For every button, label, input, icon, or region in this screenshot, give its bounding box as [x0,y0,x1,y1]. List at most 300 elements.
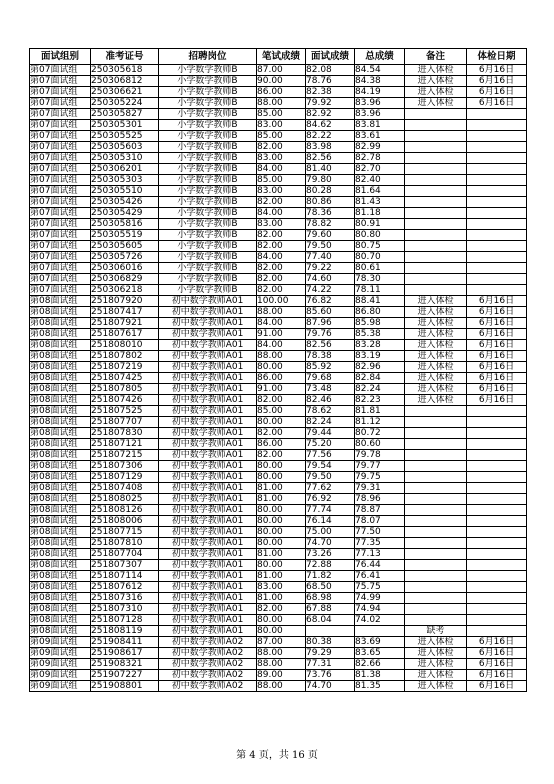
col-header-exam-id: 准考证号 [91,49,159,65]
cell-exam-id: 251808126 [91,505,159,516]
cell-note [405,186,467,197]
cell-post: 小学数学教师B [159,98,257,109]
cell-written-score: 85.00 [257,109,306,120]
cell-total-score: 75.75 [355,582,405,593]
results-table [29,48,527,692]
cell-interview-score: 73.26 [306,549,355,560]
cell-exam-date: 6月16日 [467,681,527,692]
table-row [30,527,527,538]
cell-written-score: 83.00 [257,120,306,131]
cell-post: 小学数学教师B [159,263,257,274]
table-row [30,604,527,615]
cell-total-score: 82.99 [355,142,405,153]
cell-exam-date [467,208,527,219]
cell-post: 初中数学教师A01 [159,516,257,527]
cell-exam-id: 250305426 [91,197,159,208]
table-row [30,318,527,329]
cell-exam-date [467,604,527,615]
cell-exam-id: 251808006 [91,516,159,527]
cell-written-score: 84.00 [257,208,306,219]
table-row [30,274,527,285]
cell-post: 初中数学教师A01 [159,450,257,461]
cell-post: 初中数学教师A01 [159,615,257,626]
cell-exam-date [467,120,527,131]
table-row [30,439,527,450]
table-row [30,670,527,681]
cell-exam-id: 251807306 [91,461,159,472]
cell-written-score: 82.00 [257,142,306,153]
cell-note: 进入体检 [405,681,467,692]
cell-interview-score: 79.22 [306,263,355,274]
cell-note [405,219,467,230]
cell-exam-id: 251908411 [91,637,159,648]
cell-interview-score: 80.38 [306,637,355,648]
cell-total-score: 74.02 [355,615,405,626]
cell-exam-date [467,538,527,549]
cell-written-score: 88.00 [257,98,306,109]
cell-total-score: 74.99 [355,593,405,604]
cell-note [405,483,467,494]
cell-exam-id: 250305816 [91,219,159,230]
table-row [30,648,527,659]
cell-post: 初中数学教师A01 [159,483,257,494]
cell-exam-date: 6月16日 [467,329,527,340]
cell-exam-date: 6月16日 [467,637,527,648]
cell-note [405,439,467,450]
cell-group: 第07面试组 [30,65,91,76]
cell-note [405,593,467,604]
cell-interview-score: 83.98 [306,142,355,153]
cell-group: 第07面试组 [30,241,91,252]
cell-total-score: 86.80 [355,307,405,318]
cell-exam-id: 251807704 [91,549,159,560]
cell-exam-date [467,527,527,538]
cell-note [405,582,467,593]
cell-exam-date [467,230,527,241]
cell-exam-id: 251807215 [91,450,159,461]
cell-post: 初中数学教师A01 [159,417,257,428]
cell-post: 初中数学教师A01 [159,362,257,373]
col-header-total-score: 总成绩 [355,49,405,65]
cell-group: 第08面试组 [30,593,91,604]
cell-written-score: 82.00 [257,285,306,296]
cell-post: 小学数学教师B [159,131,257,142]
cell-group: 第07面试组 [30,219,91,230]
cell-exam-date [467,439,527,450]
cell-total-score: 78.87 [355,505,405,516]
cell-post: 小学数学教师B [159,241,257,252]
cell-group: 第08面试组 [30,296,91,307]
cell-exam-date [467,164,527,175]
cell-note [405,263,467,274]
cell-note [405,406,467,417]
cell-group: 第08面试组 [30,516,91,527]
table-row [30,659,527,670]
cell-group: 第08面试组 [30,571,91,582]
page-footer: 第 4 页，共 16 页 [236,750,318,761]
cell-exam-id: 251908617 [91,648,159,659]
cell-group: 第08面试组 [30,560,91,571]
cell-post: 小学数学教师B [159,76,257,87]
cell-group: 第08面试组 [30,395,91,406]
cell-interview-score: 78.38 [306,351,355,362]
cell-exam-date: 6月16日 [467,648,527,659]
cell-post: 小学数学教师B [159,186,257,197]
cell-total-score: 78.07 [355,516,405,527]
cell-group: 第07面试组 [30,87,91,98]
cell-interview-score: 67.88 [306,604,355,615]
cell-post: 初中数学教师A01 [159,472,257,483]
cell-post: 初中数学教师A02 [159,681,257,692]
cell-total-score: 82.70 [355,164,405,175]
cell-note [405,527,467,538]
cell-post: 初中数学教师A01 [159,340,257,351]
cell-interview-score: 73.48 [306,384,355,395]
cell-exam-id: 251807830 [91,428,159,439]
cell-note: 进入体检 [405,318,467,329]
cell-total-score: 80.60 [355,439,405,450]
cell-exam-date [467,549,527,560]
cell-interview-score: 79.76 [306,329,355,340]
cell-total-score: 80.61 [355,263,405,274]
cell-written-score: 84.00 [257,340,306,351]
cell-post: 初中数学教师A01 [159,582,257,593]
cell-exam-id: 250306812 [91,76,159,87]
cell-written-score: 80.00 [257,505,306,516]
cell-interview-score: 82.56 [306,340,355,351]
cell-total-score: 78.96 [355,494,405,505]
cell-interview-score: 68.50 [306,582,355,593]
cell-total-score: 83.19 [355,351,405,362]
cell-total-score: 82.78 [355,153,405,164]
cell-exam-id: 251807805 [91,384,159,395]
cell-interview-score: 74.70 [306,538,355,549]
cell-post: 小学数学教师B [159,87,257,98]
cell-exam-id: 251807408 [91,483,159,494]
table-row [30,560,527,571]
cell-written-score: 86.00 [257,373,306,384]
cell-written-score: 80.00 [257,417,306,428]
cell-post: 初中数学教师A01 [159,307,257,318]
cell-interview-score: 75.00 [306,527,355,538]
table-row [30,175,527,186]
cell-exam-date: 6月16日 [467,296,527,307]
cell-interview-score: 78.36 [306,208,355,219]
cell-note [405,571,467,582]
cell-total-score: 83.81 [355,120,405,131]
header-row [30,49,527,65]
table-row [30,153,527,164]
cell-total-score: 82.84 [355,373,405,384]
cell-exam-id: 250305301 [91,120,159,131]
table-row [30,351,527,362]
cell-interview-score: 71.82 [306,571,355,582]
cell-post: 初中数学教师A01 [159,560,257,571]
cell-note [405,549,467,560]
cell-note: 进入体检 [405,373,467,384]
cell-interview-score: 77.62 [306,483,355,494]
cell-written-score: 85.00 [257,175,306,186]
table-row [30,87,527,98]
cell-group: 第08面试组 [30,461,91,472]
cell-post: 初中数学教师A01 [159,373,257,384]
table-row [30,461,527,472]
cell-exam-id: 251807219 [91,362,159,373]
cell-total-score: 83.96 [355,98,405,109]
cell-note: 进入体检 [405,395,467,406]
cell-post: 小学数学教师B [159,252,257,263]
col-header-written-score: 笔试成绩 [257,49,306,65]
cell-exam-id: 250306621 [91,87,159,98]
cell-note [405,274,467,285]
cell-written-score: 80.00 [257,516,306,527]
table-row [30,615,527,626]
cell-total-score: 83.61 [355,131,405,142]
cell-written-score: 80.00 [257,527,306,538]
cell-note [405,208,467,219]
cell-interview-score: 80.28 [306,186,355,197]
table-row [30,362,527,373]
cell-note: 进入体检 [405,65,467,76]
cell-group: 第08面试组 [30,538,91,549]
table-row [30,76,527,87]
cell-total-score: 84.54 [355,65,405,76]
table-row [30,395,527,406]
cell-group: 第08面试组 [30,582,91,593]
cell-exam-date [467,472,527,483]
cell-exam-id: 251807128 [91,615,159,626]
cell-interview-score: 79.29 [306,648,355,659]
cell-note: 进入体检 [405,296,467,307]
cell-exam-id: 250306201 [91,164,159,175]
cell-exam-date: 6月16日 [467,318,527,329]
cell-group: 第07面试组 [30,252,91,263]
cell-written-score: 89.00 [257,670,306,681]
cell-group: 第08面试组 [30,307,91,318]
cell-exam-date: 6月16日 [467,307,527,318]
cell-group: 第08面试组 [30,417,91,428]
cell-total-score: 77.13 [355,549,405,560]
cell-written-score: 88.00 [257,307,306,318]
cell-interview-score: 82.22 [306,131,355,142]
table-row [30,142,527,153]
cell-written-score: 82.00 [257,428,306,439]
table-row [30,164,527,175]
cell-interview-score: 85.60 [306,307,355,318]
cell-post: 小学数学教师B [159,164,257,175]
cell-exam-id: 251807525 [91,406,159,417]
cell-interview-score: 76.14 [306,516,355,527]
cell-interview-score: 79.80 [306,175,355,186]
cell-written-score: 81.00 [257,494,306,505]
cell-total-score: 88.41 [355,296,405,307]
cell-group: 第08面试组 [30,406,91,417]
cell-exam-date [467,560,527,571]
cell-post: 初中数学教师A01 [159,604,257,615]
cell-post: 初中数学教师A01 [159,593,257,604]
cell-written-score: 80.00 [257,538,306,549]
cell-group: 第08面试组 [30,340,91,351]
cell-post: 初中数学教师A01 [159,527,257,538]
cell-total-score: 79.75 [355,472,405,483]
cell-note [405,516,467,527]
cell-group: 第08面试组 [30,373,91,384]
cell-post: 初中数学教师A01 [159,329,257,340]
table-row [30,450,527,461]
cell-post: 小学数学教师B [159,208,257,219]
cell-exam-date [467,153,527,164]
cell-post: 小学数学教师B [159,285,257,296]
table-row [30,296,527,307]
table-row [30,263,527,274]
cell-group: 第09面试组 [30,648,91,659]
table-row [30,637,527,648]
cell-interview-score: 77.56 [306,450,355,461]
cell-total-score: 85.38 [355,329,405,340]
cell-interview-score: 87.96 [306,318,355,329]
cell-total-score: 78.30 [355,274,405,285]
cell-group: 第08面试组 [30,318,91,329]
cell-exam-id: 251807715 [91,527,159,538]
cell-written-score: 88.00 [257,648,306,659]
cell-written-score: 88.00 [257,681,306,692]
cell-exam-date: 6月16日 [467,98,527,109]
cell-post: 初中数学教师A01 [159,318,257,329]
table-row [30,120,527,131]
table-row [30,538,527,549]
cell-post: 初中数学教师A01 [159,538,257,549]
cell-interview-score: 82.56 [306,153,355,164]
cell-interview-score: 74.70 [306,681,355,692]
cell-note [405,604,467,615]
cell-post: 初中数学教师A01 [159,406,257,417]
cell-interview-score: 82.38 [306,87,355,98]
cell-note: 进入体检 [405,340,467,351]
cell-total-score: 81.18 [355,208,405,219]
cell-exam-id: 251807307 [91,560,159,571]
cell-exam-id: 251907227 [91,670,159,681]
cell-exam-id: 251807417 [91,307,159,318]
cell-interview-score: 78.76 [306,76,355,87]
cell-written-score: 82.00 [257,395,306,406]
cell-interview-score: 79.54 [306,461,355,472]
table-row [30,109,527,120]
cell-total-score: 85.98 [355,318,405,329]
table-row [30,571,527,582]
cell-total-score: 79.78 [355,450,405,461]
cell-group: 第08面试组 [30,615,91,626]
table-row [30,494,527,505]
cell-exam-date [467,131,527,142]
cell-exam-id: 251807129 [91,472,159,483]
cell-total-score: 74.94 [355,604,405,615]
cell-interview-score: 72.88 [306,560,355,571]
cell-interview-score: 74.22 [306,285,355,296]
cell-exam-date: 6月16日 [467,65,527,76]
cell-written-score: 80.00 [257,461,306,472]
cell-note: 进入体检 [405,670,467,681]
cell-exam-id: 250306016 [91,263,159,274]
cell-group: 第09面试组 [30,659,91,670]
table-row [30,626,527,637]
cell-exam-date [467,516,527,527]
cell-total-score: 76.41 [355,571,405,582]
cell-exam-id: 251807426 [91,395,159,406]
cell-exam-date [467,175,527,186]
cell-interview-score: 76.82 [306,296,355,307]
col-header-interview-score: 面试成绩 [306,49,355,65]
cell-post: 初中数学教师A01 [159,428,257,439]
cell-total-score: 80.80 [355,230,405,241]
table-row [30,681,527,692]
table-row [30,373,527,384]
cell-written-score: 84.00 [257,252,306,263]
cell-exam-date: 6月16日 [467,373,527,384]
cell-interview-score: 82.46 [306,395,355,406]
cell-interview-score: 76.92 [306,494,355,505]
cell-post: 初中数学教师A01 [159,384,257,395]
cell-exam-date [467,571,527,582]
cell-note: 进入体检 [405,98,467,109]
cell-exam-date: 6月16日 [467,670,527,681]
cell-group: 第07面试组 [30,175,91,186]
cell-written-score: 85.00 [257,131,306,142]
cell-note [405,615,467,626]
cell-interview-score: 79.50 [306,472,355,483]
cell-interview-score: 79.60 [306,230,355,241]
table-row [30,208,527,219]
cell-total-score: 78.11 [355,285,405,296]
cell-post: 小学数学教师B [159,197,257,208]
col-header-note: 备注 [405,49,467,65]
cell-total-score: 82.24 [355,384,405,395]
table-row [30,417,527,428]
cell-written-score: 83.00 [257,219,306,230]
cell-written-score: 80.00 [257,362,306,373]
cell-exam-id: 250306829 [91,274,159,285]
cell-interview-score: 73.76 [306,670,355,681]
cell-exam-date: 6月16日 [467,351,527,362]
cell-exam-id: 250305310 [91,153,159,164]
cell-note: 进入体检 [405,659,467,670]
cell-total-score: 79.77 [355,461,405,472]
cell-written-score: 80.00 [257,615,306,626]
cell-group: 第08面试组 [30,549,91,560]
cell-exam-id: 251807617 [91,329,159,340]
cell-written-score: 82.00 [257,604,306,615]
cell-exam-date [467,626,527,637]
cell-note: 进入体检 [405,76,467,87]
cell-post: 小学数学教师B [159,274,257,285]
table-row [30,329,527,340]
cell-exam-id: 251808010 [91,340,159,351]
table-row [30,505,527,516]
cell-note [405,131,467,142]
cell-group: 第07面试组 [30,230,91,241]
cell-note [405,472,467,483]
cell-post: 小学数学教师B [159,175,257,186]
cell-interview-score: 68.04 [306,615,355,626]
cell-total-score: 83.65 [355,648,405,659]
cell-total-score: 82.96 [355,362,405,373]
cell-total-score: 81.81 [355,406,405,417]
cell-note: 进入体检 [405,329,467,340]
cell-note [405,197,467,208]
cell-exam-date [467,241,527,252]
cell-written-score: 91.00 [257,384,306,395]
cell-written-score: 80.00 [257,626,306,637]
cell-exam-date [467,494,527,505]
